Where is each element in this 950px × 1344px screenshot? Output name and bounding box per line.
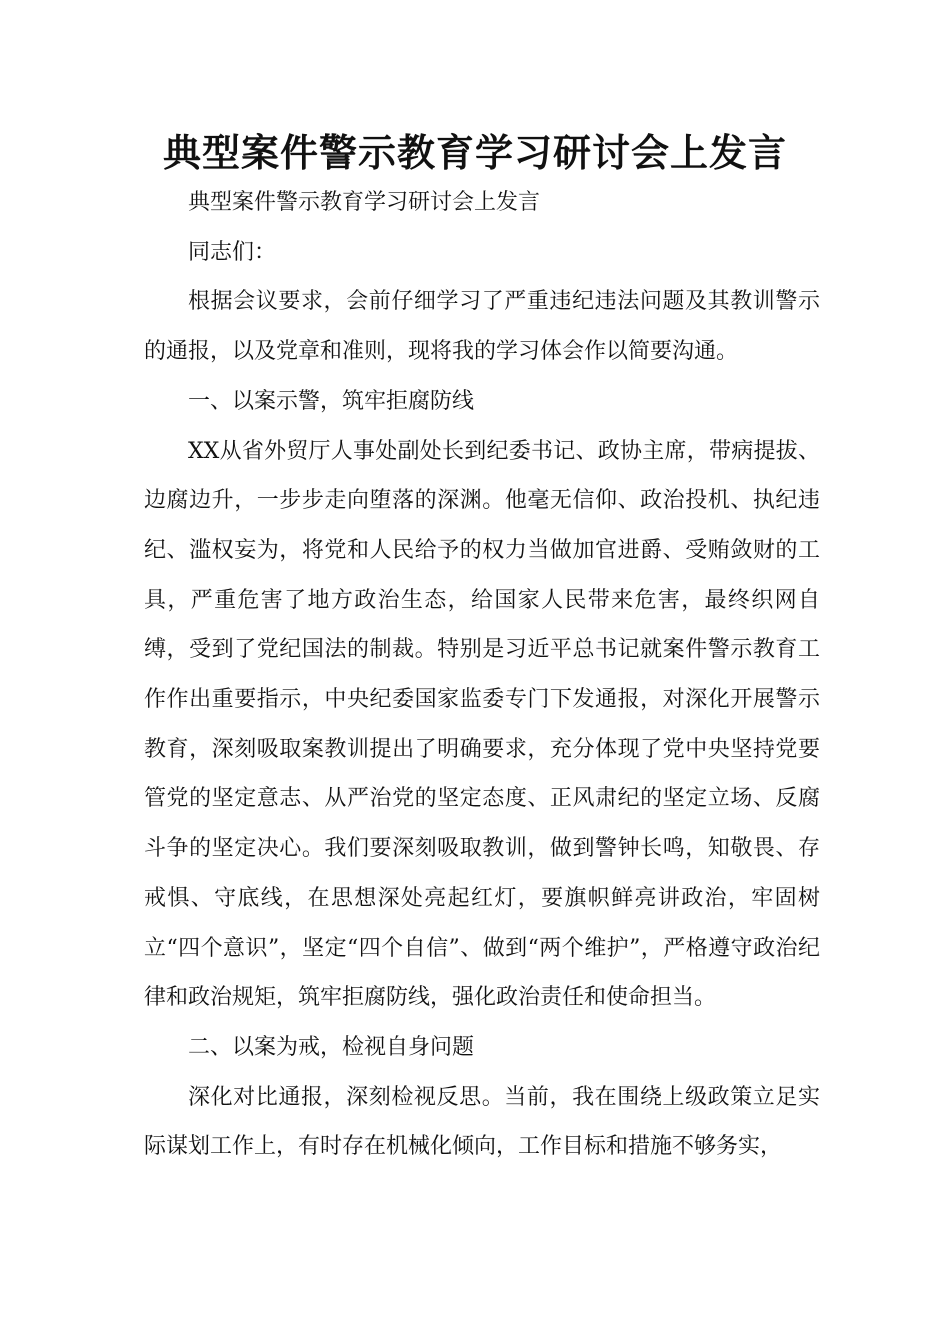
- subtitle-paragraph: 典型案件警示教育学习研讨会上发言: [188, 190, 541, 215]
- salutation-paragraph: 同志们：: [188, 239, 277, 265]
- body-paragraph: XX从省外贸厅人事处副处长到纪委书记、政协主席，带病提拔、边腐边升，一步步走向堕落的深渊。他毫无信仰、政治投机、执纪违纪、滥权妄为，将党和人民给予的权力当做加官进爵、受贿敛财的工具，严重危害了地方政治生态，给国家人民带来危害，最终织网自缚，受到了党纪国法的制裁。特别是习近平总书记就案件警示教育工作作出重要指示，中央纪委国家监委专门下发通报，对深化开展警示教育，深刻吸取案教训提出了明确要求，充分体现了党中央坚持党要管党的坚定意志、从严治党的坚定态度、正风肃纪的坚定立场、反腐斗争的坚定决心。我们要深刻吸取教训，做到警钟长鸣，知敬畏、存戒惧、守底线，在思想深处亮起红灯，要旗帜鲜亮讲政治，牢固树立“四个意识”，坚定“四个自信”、做到“两个维护”，严格遵守政治纪律和政治规矩，筑牢拒腐防线，强化政治责任和使命担当。: [144, 438, 820, 1011]
- intro-paragraph: 根据会议要求，会前仔细学习了严重违纪违法问题及其教训警示的通报，以及党章和准则，现将我的学习体会作以简要沟通。: [144, 289, 820, 365]
- document-title: 典型案件警示教育学习研讨会上发言: [162, 131, 787, 175]
- section-heading-2: 二、以案为戒，检视自身问题: [188, 1034, 475, 1060]
- section-heading-1: 一、以案示警，筑牢拒腐防线: [188, 388, 475, 414]
- document-body: [144, 178, 820, 1172]
- body-paragraph: 深化对比通报，深刻检视反思。当前，我在围绕上级政策立足实际谋划工作上，有时存在机械化倾向，工作目标和措施不够务实，: [144, 1084, 820, 1160]
